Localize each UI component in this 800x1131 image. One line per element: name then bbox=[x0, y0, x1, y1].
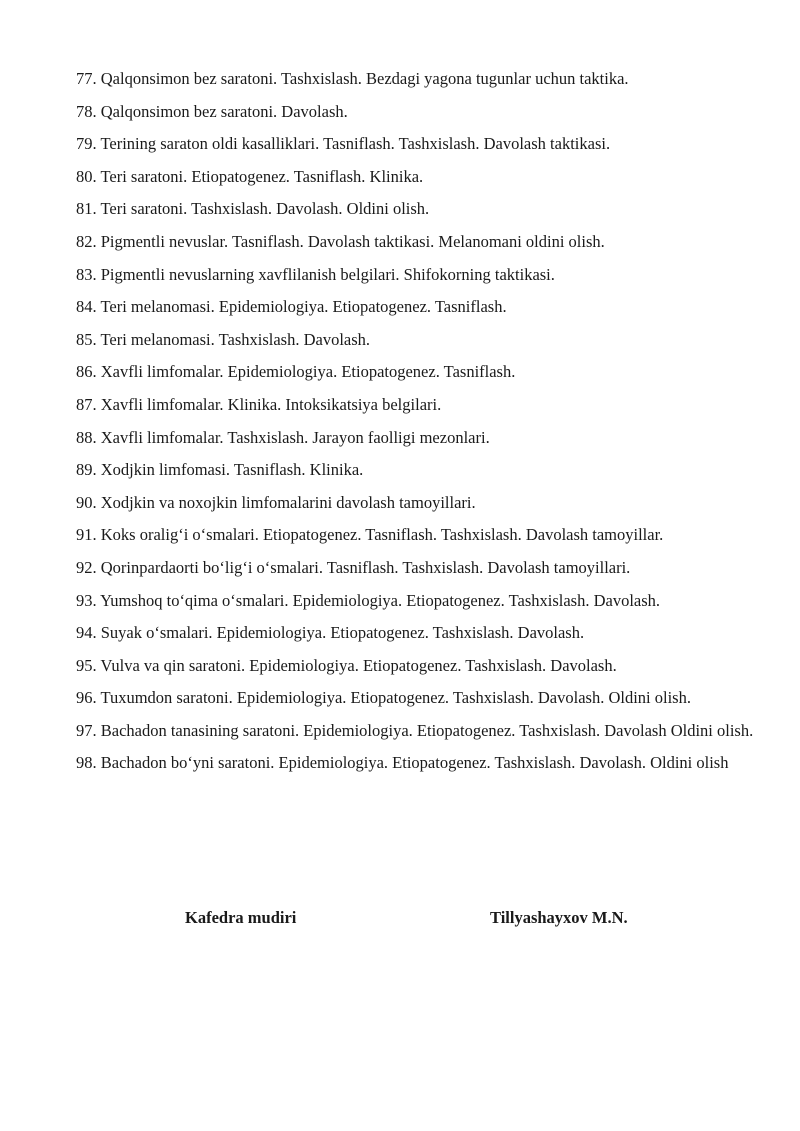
signature-name: Tillyashayxov M.N. bbox=[490, 908, 628, 927]
list-item: 90. Xodjkin va noxojkin limfomalarini davolash tamoyillari. bbox=[76, 492, 476, 512]
list-item: 96. Tuxumdon saratoni. Epidemiologiya. Etiopatogenez. Tashxislash. Davolash. Oldini olish. bbox=[76, 688, 691, 708]
list-item: 97. Bachadon tanasining saratoni. Epidemiologiya. Etiopatogenez. Tashxislash. Davolash Oldini olish. bbox=[76, 720, 754, 740]
list-item: 81. Teri saratoni. Tashxislash. Davolash. Oldini olish. bbox=[76, 199, 430, 219]
list-item: 80. Teri saratoni. Etiopatogenez. Tasniflash. Klinika. bbox=[76, 166, 424, 186]
list-item: 89. Xodjkin limfomasi. Tasniflash. Klinika. bbox=[76, 460, 364, 480]
list-item: 87. Xavfli limfomalar. Klinika. Intoksikatsiya belgilari. bbox=[76, 394, 442, 414]
list-item: 95. Vulva va qin saratoni. Epidemiologiya. Etiopatogenez. Tashxislash. Davolash. bbox=[76, 655, 617, 675]
list-item: 93. Yumshoq to‘qima o‘smalari. Epidemiologiya. Etiopatogenez. Tashxislash. Davolash. bbox=[76, 590, 661, 610]
list-item: 79. Terining saraton oldi kasalliklari. Tasniflash. Tashxislash. Davolash taktikasi. bbox=[76, 134, 611, 154]
list-item: 98. Bachadon bo‘yni saratoni. Epidemiologiya. Etiopatogenez. Tashxislash. Davolash. Oldini olish bbox=[76, 753, 729, 773]
topics-list bbox=[76, 63, 756, 780]
signature-role: Kafedra mudiri bbox=[185, 908, 297, 927]
list-item: 78. Qalqonsimon bez saratoni. Davolash. bbox=[76, 101, 348, 121]
list-item: 94. Suyak o‘smalari. Epidemiologiya. Etiopatogenez. Tashxislash. Davolash. bbox=[76, 623, 585, 643]
list-item: 77. Qalqonsimon bez saratoni. Tashxislash. Bezdagi yagona tugunlar uchun taktika. bbox=[76, 69, 629, 88]
signature-block bbox=[0, 908, 800, 938]
list-item: 91. Koks oralig‘i o‘smalari. Etiopatogenez. Tasniflash. Tashxislash. Davolash tamoyillar. bbox=[76, 525, 664, 545]
list-item: 85. Teri melanomasi. Tashxislash. Davolash. bbox=[76, 329, 371, 349]
list-item: 83. Pigmentli nevuslarning xavflilanish belgilari. Shifokorning taktikasi. bbox=[76, 264, 555, 284]
list-item: 92. Qorinpardaorti bo‘lig‘i o‘smalari. Tasniflash. Tashxislash. Davolash tamoyillari. bbox=[76, 557, 631, 577]
list-item: 82. Pigmentli nevuslar. Tasniflash. Davolash taktikasi. Melanomani oldini olish. bbox=[76, 231, 605, 251]
list-item: 86. Xavfli limfomalar. Epidemiologiya. Etiopatogenez. Tasniflash. bbox=[76, 362, 516, 382]
list-item: 88. Xavfli limfomalar. Tashxislash. Jarayon faolligi mezonlari. bbox=[76, 427, 490, 447]
list-item: 84. Teri melanomasi. Epidemiologiya. Etiopatogenez. Tasniflash. bbox=[76, 297, 507, 317]
